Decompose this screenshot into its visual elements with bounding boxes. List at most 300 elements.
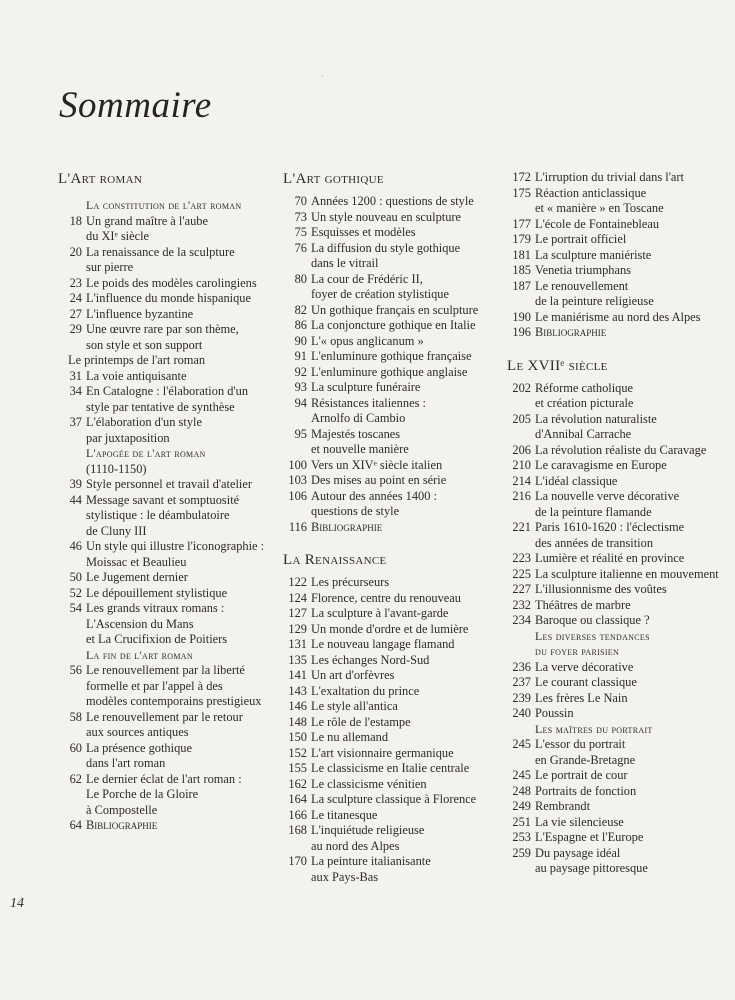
toc-entry <box>58 415 273 446</box>
toc-page-number: 249 <box>512 799 531 813</box>
toc-entry-line: L'inquiétude religieuse <box>311 823 425 837</box>
toc-entry-line: au paysage pittoresque <box>535 861 648 875</box>
toc-page-number: 75 <box>294 225 307 239</box>
toc-page-number: 92 <box>294 364 307 379</box>
toc-subheading: Les diverses tendances <box>535 628 650 643</box>
toc-entry-title <box>86 384 273 415</box>
toc-page-number: 245 <box>512 768 531 782</box>
toc-entry <box>507 706 722 722</box>
toc-page-number: 37 <box>69 415 82 429</box>
toc-entry-line: par juxtaposition <box>86 430 170 445</box>
toc-page-number: 164 <box>288 792 307 806</box>
toc-entry-line: Style personnel et travail d'atelier <box>86 477 253 491</box>
toc-entry-title <box>86 245 273 276</box>
toc-page-number: 116 <box>288 519 307 534</box>
toc-entry-title <box>535 186 722 217</box>
toc-entry-line: Majestés toscanes <box>311 426 401 441</box>
toc-entry-line: et La Crucifixion de Poitiers <box>86 632 228 646</box>
toc-entry-line: Le nu allemand <box>311 730 389 744</box>
toc-entry-line: à Compostelle <box>86 802 158 817</box>
toc-entry-line: Rembrandt <box>535 799 591 813</box>
toc-entry-line: dans le vitrail <box>311 256 379 270</box>
toc-entry <box>283 210 495 226</box>
toc-entry <box>507 489 722 520</box>
toc-page-number: 103 <box>288 473 307 487</box>
toc-page-number: 150 <box>288 730 307 744</box>
toc-entry <box>507 675 722 691</box>
toc-entry-title <box>311 637 495 653</box>
toc-entry-title <box>86 586 273 602</box>
toc-entry <box>507 551 722 567</box>
toc-entry-title <box>86 291 273 307</box>
toc-entry-title <box>311 210 495 226</box>
toc-entry-line: Autour des années 1400 : <box>311 488 437 503</box>
toc-entry-line: La sculpture italienne en mouvement <box>535 566 719 581</box>
toc-entry <box>283 365 495 381</box>
toc-entry-line: L'idéal classique <box>535 473 618 488</box>
toc-page-number: 248 <box>512 783 531 798</box>
toc-entry-title <box>535 279 722 310</box>
toc-entry <box>58 741 273 772</box>
toc-entry-line: Les grands vitraux romans : <box>86 601 225 615</box>
toc-entry <box>58 601 273 648</box>
toc-entry <box>283 777 495 793</box>
toc-page-number: 76 <box>294 240 307 255</box>
toc-entry-line: Le caravagisme en Europe <box>535 458 667 472</box>
page-number: 14 <box>10 896 24 911</box>
toc-entry-title <box>535 263 722 279</box>
toc-entry-line: Une œuvre rare par son thème, <box>86 322 239 336</box>
toc-entry <box>58 586 273 602</box>
toc-page-number: 175 <box>512 185 531 200</box>
toc-entry <box>507 170 722 186</box>
toc-entry <box>58 710 273 741</box>
toc-page-number: 187 <box>512 278 531 293</box>
toc-entry-line: Le maniérisme au nord des Alpes <box>535 309 701 324</box>
toc-entry <box>507 660 722 676</box>
toc-entry-line: Paris 1610-1620 : l'éclectisme <box>535 520 685 534</box>
toc-entry <box>283 489 495 520</box>
toc-entry <box>507 846 722 877</box>
toc-entry-line: modèles contemporains prestigieux <box>86 694 262 708</box>
toc-entry-line: La révolution réaliste du Caravage <box>535 442 707 457</box>
toc-entry-title <box>311 489 495 520</box>
toc-entry-title <box>311 854 495 885</box>
toc-entry-line: Le nouveau langage flamand <box>311 637 455 651</box>
toc-entry-title <box>86 477 273 493</box>
toc-entry <box>58 539 273 570</box>
toc-entry <box>507 815 722 831</box>
toc-page-number: 29 <box>69 322 82 336</box>
toc-page-number: 227 <box>512 582 531 596</box>
toc-page-number: 143 <box>288 683 307 698</box>
toc-entry-line: Le portrait officiel <box>535 232 627 246</box>
toc-entry-title <box>535 310 722 326</box>
toc-entry-line: Le poids des modèles carolingiens <box>86 275 257 290</box>
toc-entry-line: des années de transition <box>535 535 654 550</box>
toc-entry-title <box>311 653 495 669</box>
toc-entry <box>507 799 722 815</box>
toc-entry-line: L'enluminure gothique française <box>311 349 472 363</box>
toc-page-number: 106 <box>288 488 307 503</box>
toc-entry <box>283 575 495 591</box>
toc-entry <box>283 473 495 489</box>
toc-entry-title <box>311 622 495 638</box>
toc-entry-line: La voie antiquisante <box>86 368 187 383</box>
toc-entry-line: L'« opus anglicanum » <box>311 333 424 348</box>
toc-entry-line: La nouvelle verve décorative <box>535 489 680 503</box>
toc-list <box>283 194 495 535</box>
toc-entry <box>507 279 722 310</box>
toc-page-number: 122 <box>288 575 307 589</box>
toc-entry <box>283 194 495 210</box>
toc-entry-line: L'essor du portrait <box>535 737 626 751</box>
toc-entry <box>507 613 722 629</box>
toc-page-number: 54 <box>69 601 82 615</box>
toc-subheading: (1110-1150) <box>86 461 147 476</box>
toc-entry-title: Bibliographie <box>535 325 607 339</box>
toc-entry-title <box>535 582 722 598</box>
toc-page-number: 44 <box>69 492 82 507</box>
toc-column-3 <box>507 170 722 877</box>
toc-entry <box>283 318 495 334</box>
toc-entry-title <box>535 232 722 248</box>
toc-entry-line: de la peinture religieuse <box>535 294 654 308</box>
toc-entry-line: Un style qui illustre l'iconographie : <box>86 539 265 553</box>
toc-entry-title <box>535 675 722 691</box>
toc-entry-title <box>535 567 722 583</box>
toc-entry-line: Années 1200 : questions de style <box>311 194 474 208</box>
toc-entry-line: L'Espagne et l'Europe <box>535 830 644 844</box>
toc-page-number: 56 <box>69 663 82 677</box>
toc-page-number: 27 <box>69 306 82 321</box>
toc-entry <box>58 384 273 415</box>
toc-entry <box>283 606 495 622</box>
toc-entry-line: Des mises au point en série <box>311 473 447 487</box>
toc-entry <box>283 591 495 607</box>
toc-entry-title <box>311 303 495 319</box>
toc-entry-line: Le renouvellement <box>535 278 629 293</box>
toc-page-number: 177 <box>512 216 531 231</box>
toc-entry <box>283 730 495 746</box>
toc-entry-line: Le titanesque <box>311 807 378 822</box>
toc-entry <box>507 381 722 412</box>
toc-entry-title <box>86 710 273 741</box>
toc-entry-title <box>535 691 722 707</box>
toc-entry-title <box>311 761 495 777</box>
toc-entry-line: L'influence du monde hispanique <box>86 291 251 305</box>
toc-entry-title <box>311 808 495 824</box>
toc-entry <box>507 598 722 614</box>
toc-entry-line: La conjoncture gothique en Italie <box>311 318 476 332</box>
toc-page-number: 124 <box>288 590 307 605</box>
toc-entry-title <box>311 225 495 241</box>
toc-entry <box>283 622 495 638</box>
toc-entry <box>507 691 722 707</box>
toc-entry-line: Le portrait de cour <box>535 768 628 782</box>
toc-entry-title <box>535 737 722 768</box>
toc-page-number: 100 <box>288 457 307 472</box>
toc-entry-line: L'influence byzantine <box>86 306 194 321</box>
toc-page-number: 24 <box>69 291 82 305</box>
toc-page-number: 234 <box>512 613 531 627</box>
toc-entry-line: Un style nouveau en sculpture <box>311 209 462 224</box>
toc-entry-line: Moissac et Beaulieu <box>86 554 187 569</box>
toc-entry-title <box>86 322 273 353</box>
page-title: Sommaire <box>59 85 212 126</box>
toc-entry <box>507 443 722 459</box>
toc-entry-line: de la peinture flamande <box>535 504 652 519</box>
toc-entry-line: L'élaboration d'un style <box>86 415 202 429</box>
toc-page-number: 60 <box>69 740 82 755</box>
toc-entry-title <box>86 741 273 772</box>
toc-entry-title <box>311 365 495 381</box>
toc-page-number: 223 <box>512 551 531 565</box>
toc-entry-line: La vie silencieuse <box>535 814 624 829</box>
toc-entry <box>507 263 722 279</box>
toc-entry-line: En Catalogne : l'élaboration d'un <box>86 384 249 398</box>
toc-bibliography-entry <box>58 818 273 834</box>
toc-entry-title <box>311 684 495 700</box>
toc-entry-title <box>311 699 495 715</box>
toc-entry-line: La sculpture à l'avant-garde <box>311 606 449 620</box>
toc-entry-line: aux sources antiques <box>86 725 189 739</box>
toc-entry <box>58 214 273 245</box>
toc-entry <box>58 291 273 307</box>
toc-entry-title <box>311 668 495 684</box>
toc-entry <box>507 458 722 474</box>
toc-page-number: 146 <box>288 699 307 713</box>
toc-entry <box>283 715 495 731</box>
toc-entry-line: Message savant et somptuosité <box>86 492 240 507</box>
toc-column-1 <box>58 170 273 834</box>
toc-page-number: 39 <box>69 477 82 491</box>
toc-bibliography-entry <box>507 325 722 341</box>
toc-entry-title <box>86 570 273 586</box>
toc-entry <box>283 458 495 474</box>
toc-entry <box>283 653 495 669</box>
toc-entry <box>58 276 273 292</box>
toc-entry <box>283 637 495 653</box>
toc-entry <box>283 823 495 854</box>
toc-entry <box>58 772 273 819</box>
toc-page-number: 127 <box>288 606 307 620</box>
toc-entry-line: La peinture italianisante <box>311 854 431 868</box>
toc-entry-title <box>86 772 273 819</box>
toc-entry-line: de Cluny III <box>86 523 147 538</box>
toc-entry-line: foyer de création stylistique <box>311 287 449 301</box>
toc-entry-title <box>311 792 495 808</box>
toc-entry <box>507 217 722 233</box>
toc-entry-title <box>86 214 273 245</box>
toc-entry <box>283 746 495 762</box>
toc-entry-line: La sculpture maniériste <box>535 247 652 262</box>
toc-entry <box>507 582 722 598</box>
toc-entry-line: Le renouvellement par la liberté <box>86 663 245 677</box>
toc-page-number: 86 <box>294 318 307 332</box>
toc-entry-title <box>311 334 495 350</box>
toc-page-number: 94 <box>294 395 307 410</box>
toc-page-number: 168 <box>288 823 307 837</box>
toc-entry-line: Le Jugement dernier <box>86 570 188 584</box>
toc-entry <box>507 310 722 326</box>
toc-entry <box>507 232 722 248</box>
toc-entry <box>58 245 273 276</box>
toc-entry-line: Poussin <box>535 706 574 720</box>
toc-entry-title <box>535 598 722 614</box>
toc-entry-line: d'Annibal Carrache <box>535 427 632 441</box>
toc-subheading: Les maîtres du portrait <box>535 721 653 736</box>
toc-entry-title <box>311 591 495 607</box>
toc-entry-title <box>311 715 495 731</box>
toc-entry-line: L'irruption du trivial dans l'art <box>535 170 684 184</box>
toc-page-number: 91 <box>294 349 307 363</box>
toc-entry-line: Un grand maître à l'aube <box>86 213 208 228</box>
toc-entry-title <box>535 830 722 846</box>
toc-entry-line: formelle et par l'appel à des <box>86 678 223 693</box>
toc-list <box>507 381 722 877</box>
toc-page-number: 70 <box>294 194 307 208</box>
toc-entry-line: La sculpture funéraire <box>311 380 421 394</box>
toc-subheading: L'apogée de l'art roman <box>86 446 206 460</box>
toc-page-number: 95 <box>294 426 307 441</box>
toc-page-number: 58 <box>69 709 82 724</box>
toc-page-number: 237 <box>512 675 531 689</box>
toc-entry-line: Portraits de fonction <box>535 783 637 798</box>
toc-page-number: 73 <box>294 209 307 224</box>
toc-entry-title <box>86 276 273 292</box>
toc-entry-line: Le style all'antica <box>311 699 398 713</box>
toc-entry-line: Vers un XIVᵉ siècle italien <box>311 457 443 472</box>
toc-entry-title <box>535 846 722 877</box>
toc-entry-line: Le dépouillement stylistique <box>86 585 228 600</box>
print-mark: · <box>321 72 324 81</box>
toc-entry-title <box>535 170 722 186</box>
toc-entry-title <box>535 217 722 233</box>
toc-page-number: 18 <box>69 213 82 228</box>
toc-page-number: 152 <box>288 745 307 760</box>
toc-page-number: 162 <box>288 776 307 791</box>
toc-entry <box>283 380 495 396</box>
toc-entry-title <box>86 493 273 540</box>
toc-entry-line: son style et son support <box>86 337 203 352</box>
toc-page-number: 205 <box>512 411 531 426</box>
toc-page-number: 251 <box>512 814 531 829</box>
toc-page-number: 216 <box>512 489 531 503</box>
toc-page-number: 232 <box>512 597 531 612</box>
toc-entry <box>58 322 273 353</box>
toc-entry <box>283 272 495 303</box>
toc-entry-line: Venetia triumphans <box>535 263 632 277</box>
toc-entry-title: Bibliographie <box>311 519 383 534</box>
toc-entry-title <box>311 396 495 427</box>
toc-list <box>58 198 273 834</box>
toc-list <box>507 170 722 341</box>
toc-page-number: 245 <box>512 737 531 751</box>
toc-entry-title <box>535 784 722 800</box>
section-heading: Le XVIIᵉ siècle <box>507 357 608 374</box>
toc-entry-line: Florence, centre du renouveau <box>311 590 461 605</box>
toc-page-number: 148 <box>288 714 307 729</box>
toc-page-number: 236 <box>512 659 531 674</box>
toc-entry-title <box>86 415 273 446</box>
toc-page-number: 31 <box>69 368 82 383</box>
toc-entry-title <box>535 489 722 520</box>
toc-entry-line: L'illusionnisme des voûtes <box>535 582 667 596</box>
toc-entry-title <box>535 660 722 676</box>
toc-page-number: 52 <box>69 585 82 600</box>
toc-entry-line: La diffusion du style gothique <box>311 240 461 255</box>
toc-subheading: La fin de l'art roman <box>86 647 193 662</box>
toc-entry <box>507 412 722 443</box>
toc-page-number: 155 <box>288 761 307 775</box>
toc-entry-line: Lumière et réalité en province <box>535 551 685 565</box>
toc-entry-line: La renaissance de la sculpture <box>86 244 235 259</box>
toc-page-number: 34 <box>69 384 82 398</box>
toc-entry-title <box>86 601 273 648</box>
toc-subheading: du foyer parisien <box>535 644 620 658</box>
toc-entry-title <box>311 318 495 334</box>
toc-entry-line: La sculpture classique à Florence <box>311 792 477 806</box>
toc-page-number: 82 <box>294 302 307 317</box>
toc-entry-line: et nouvelle manière <box>311 442 409 456</box>
toc-entry-line: Les précurseurs <box>311 575 390 589</box>
toc-entry-line: Réforme catholique <box>535 380 634 395</box>
toc-entry-title <box>535 815 722 831</box>
toc-entry <box>58 477 273 493</box>
toc-entry-title <box>311 380 495 396</box>
toc-entry-title <box>311 730 495 746</box>
toc-entry-title <box>311 349 495 365</box>
toc-entry-line: Les frères Le Nain <box>535 690 628 705</box>
toc-entry <box>58 663 273 710</box>
toc-entry-line: aux Pays-Bas <box>311 869 379 884</box>
toc-entry-line: Le classicisme vénitien <box>311 776 427 791</box>
toc-entry <box>283 303 495 319</box>
toc-entry-line: questions de style <box>311 504 400 518</box>
toc-entry-title: Bibliographie <box>86 818 158 832</box>
toc-entry <box>58 570 273 586</box>
toc-page-number: 20 <box>69 244 82 259</box>
toc-page-number: 166 <box>288 807 307 822</box>
toc-page-number: 259 <box>512 845 531 860</box>
toc-page-number: 185 <box>512 263 531 277</box>
toc-entry-title <box>535 768 722 784</box>
toc-entry <box>283 349 495 365</box>
toc-page-number: 214 <box>512 473 531 488</box>
toc-page-number: 196 <box>512 325 531 339</box>
toc-page-number: 131 <box>288 637 307 651</box>
toc-page-number: 141 <box>288 668 307 682</box>
toc-entry <box>283 334 495 350</box>
toc-entry-line: Le Porche de la Gloire <box>86 787 199 801</box>
toc-entry-title <box>535 443 722 459</box>
toc-entry-line: La révolution naturaliste <box>535 411 657 426</box>
toc-page-number: 129 <box>288 621 307 636</box>
toc-entry-line: Du paysage idéal <box>535 845 621 860</box>
toc-page-number: 46 <box>69 539 82 553</box>
toc-page-number: 93 <box>294 380 307 394</box>
toc-entry-line: L'exaltation du prince <box>311 683 420 698</box>
toc-entry-line: du XIᵉ siècle <box>86 229 150 243</box>
toc-page-number: 172 <box>512 170 531 184</box>
toc-entry-title <box>86 307 273 323</box>
toc-list <box>283 575 495 885</box>
toc-entry-title <box>535 551 722 567</box>
toc-entry <box>283 396 495 427</box>
toc-subheading: Le printemps de l'art roman <box>68 353 206 367</box>
toc-entry <box>283 761 495 777</box>
